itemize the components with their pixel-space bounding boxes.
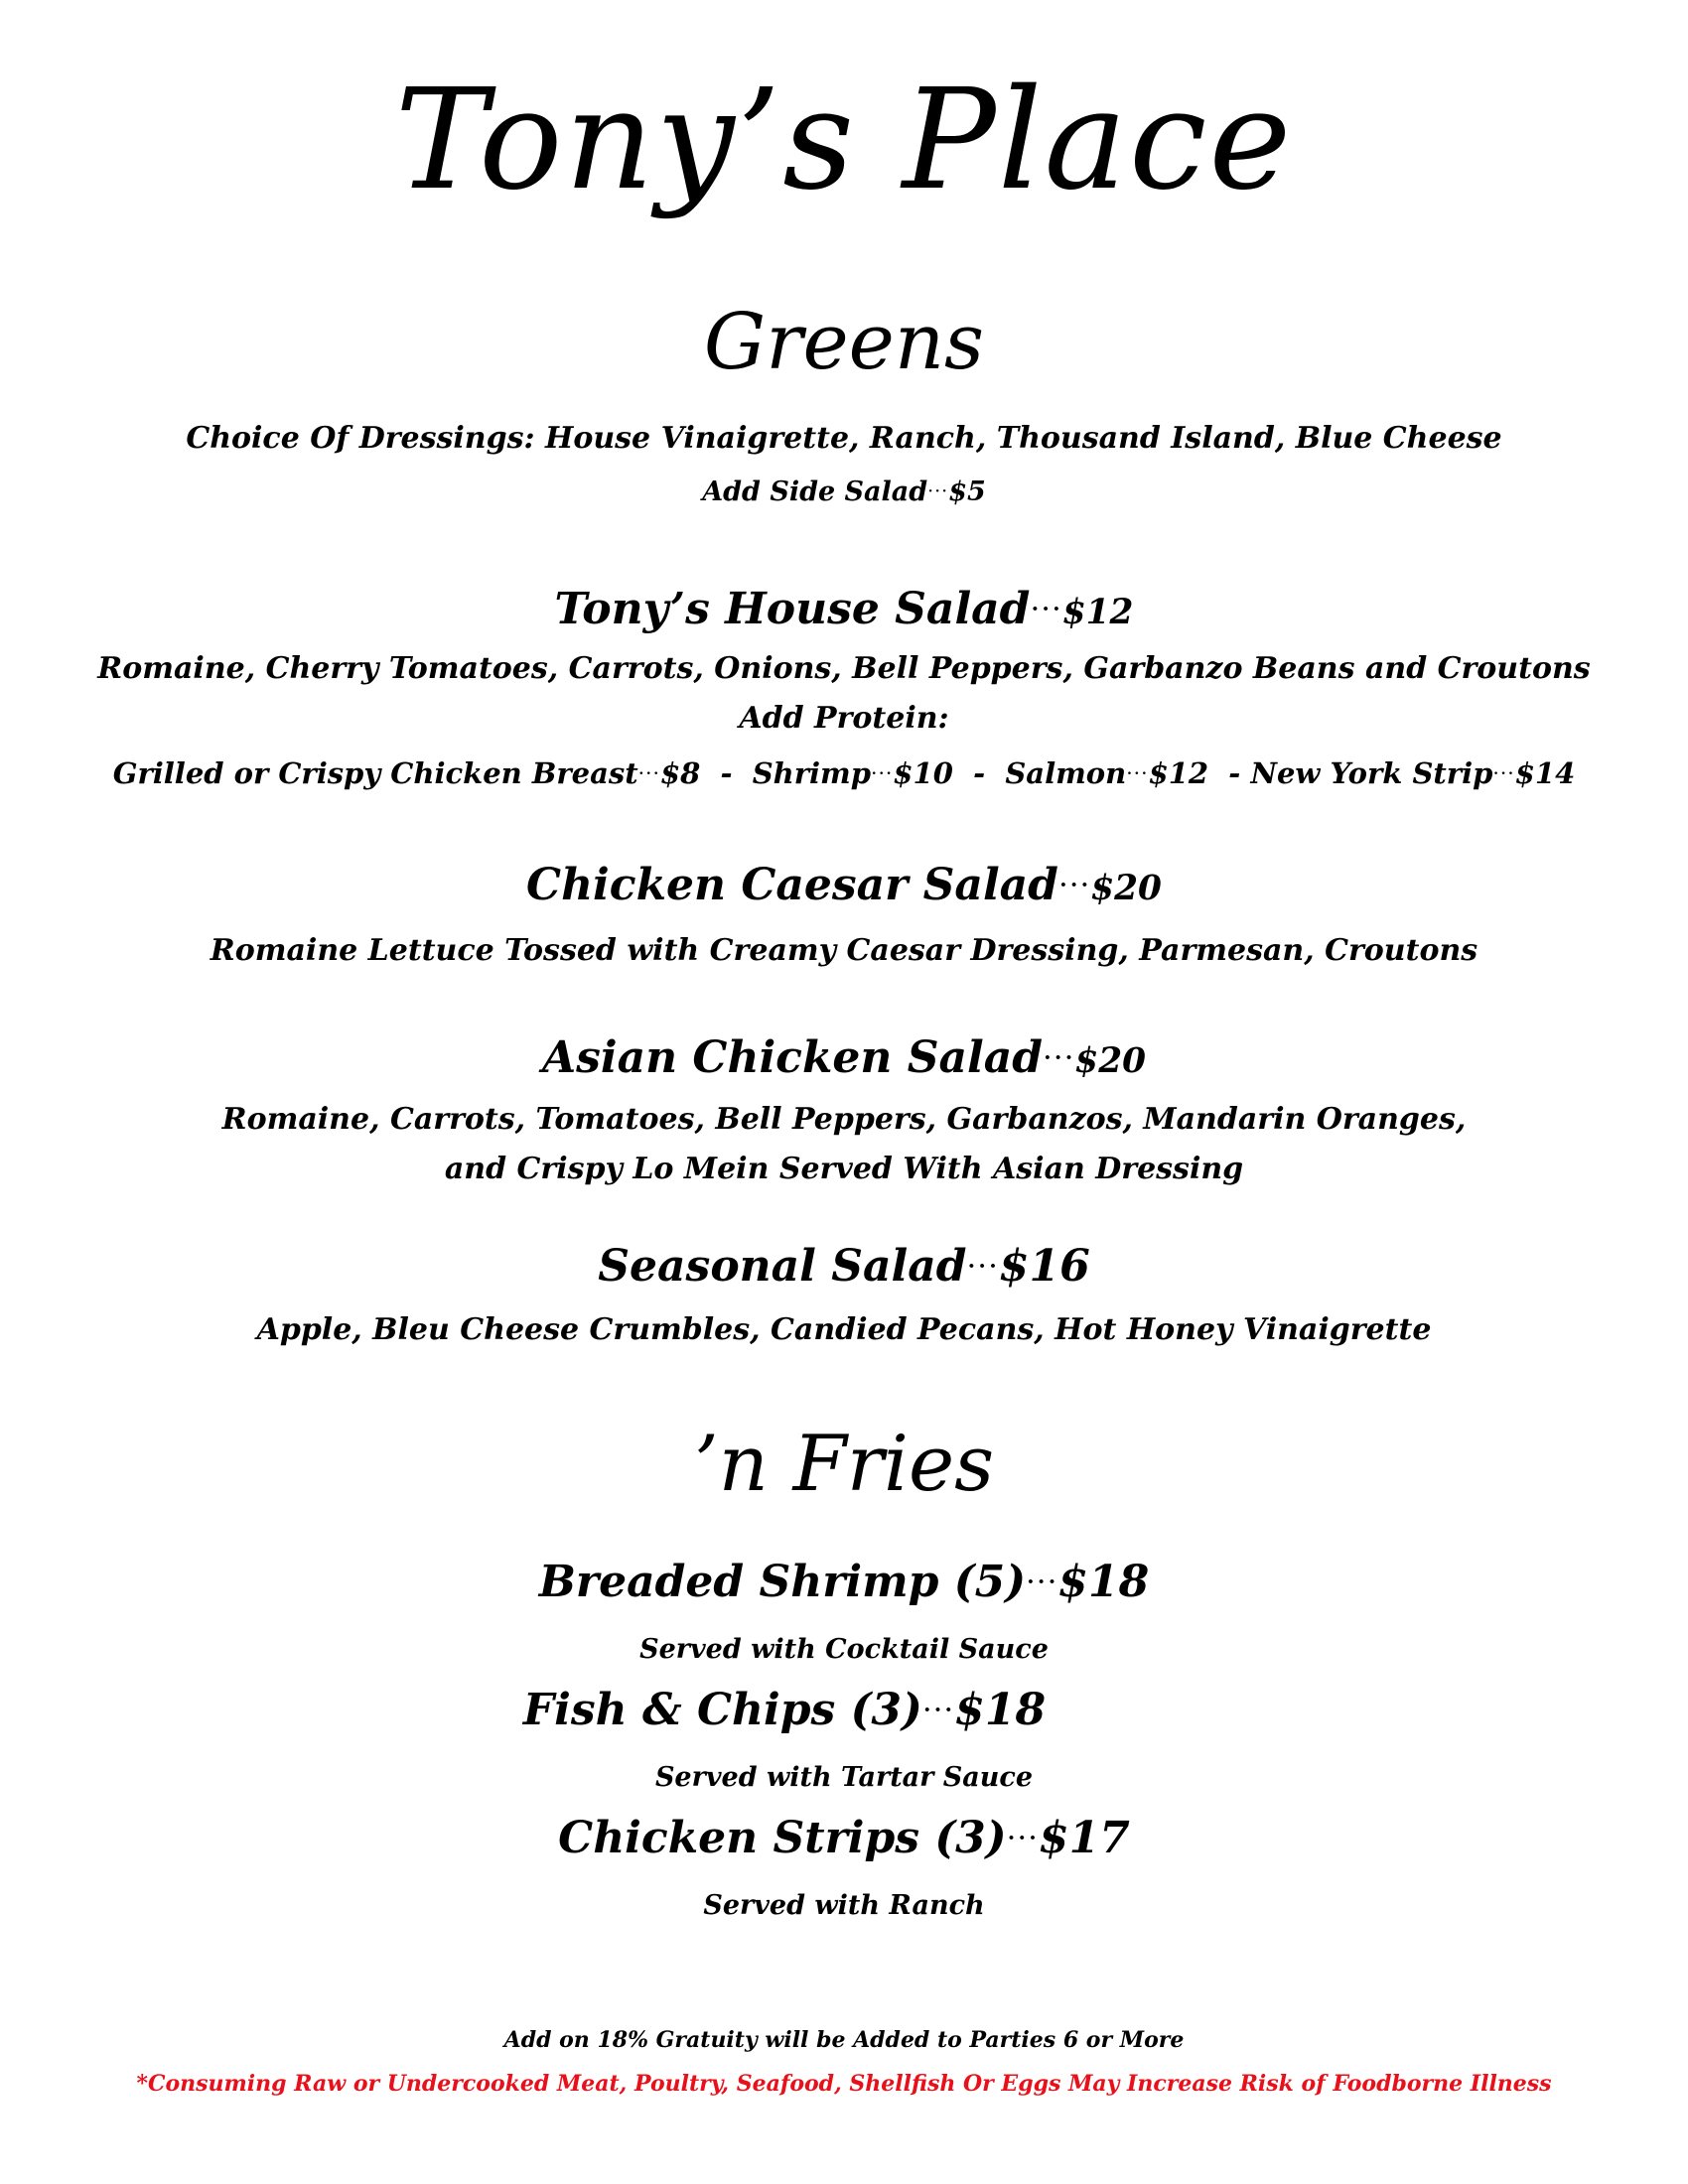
item-name: Breaded Shrimp (5) (538, 1557, 1027, 1607)
gratuity-note: Add on 18% Gratuity will be Added to Parties 6 or More (503, 2027, 1185, 2053)
side-salad-name: Add Side Salad (702, 477, 928, 507)
menu-item-breaded-shrimp (0, 1557, 1688, 1607)
menu-item-caesar-salad (0, 860, 1688, 910)
price-separator: ··· (921, 1692, 955, 1728)
item-name: Asian Chicken Salad (541, 1032, 1044, 1083)
item-price: $20 (1090, 869, 1162, 908)
item-name: Fish & Chips (3) (522, 1685, 922, 1735)
item-description: Romaine Lettuce Tossed with Creamy Caesar Dressing, Parmesan, Croutons (210, 933, 1478, 968)
menu-item-fish-chips (0, 1685, 1628, 1735)
price-separator: ··· (1057, 867, 1091, 903)
price-separator: ··· (1030, 591, 1062, 627)
price-separator: ··· (966, 1248, 999, 1285)
protein-options: Grilled or Crispy Chicken Breast···$8 - Shrimp···$10 - Salmon···$12 - New York Strip···$14 (112, 756, 1576, 790)
section-heading-fries: ’n Fries (693, 1420, 995, 1509)
dressings-note: Choice Of Dressings: House Vinaigrette, Ranch, Thousand Island, Blue Cheese (186, 421, 1502, 456)
item-price: $18 (1057, 1557, 1150, 1607)
side-salad-line (0, 477, 1688, 507)
protein-price: $8 (659, 756, 701, 790)
price-separator: ··· (1006, 1820, 1039, 1856)
menu-item-seasonal-salad (0, 1241, 1688, 1292)
price-separator: ··· (1492, 760, 1515, 785)
item-price: $20 (1074, 1041, 1147, 1081)
item-name: Seasonal Salad (598, 1241, 967, 1292)
item-description: and Crispy Lo Mein Served With Asian Dressing (444, 1152, 1244, 1186)
price-separator: ··· (871, 760, 894, 785)
protein-name: Grilled or Crispy Chicken Breast (112, 756, 638, 790)
protein-price: $14 (1514, 756, 1576, 790)
item-description: Apple, Bleu Cheese Crumbles, Candied Pecans, Hot Honey Vinaigrette (256, 1312, 1432, 1347)
protein-name: Salmon (1005, 756, 1127, 790)
item-description: Romaine, Cherry Tomatoes, Carrots, Onions, Bell Peppers, Garbanzo Beans and Croutons (97, 651, 1591, 686)
protein-name: New York Strip (1250, 756, 1493, 790)
price-separator: ··· (637, 760, 660, 785)
section-heading-greens: Greens (703, 298, 985, 387)
menu-item-house-salad (0, 584, 1688, 634)
price-separator: ··· (1126, 760, 1149, 785)
item-name: Tony’s House Salad (554, 584, 1031, 634)
price-separator: ··· (1026, 1564, 1058, 1600)
item-description: Served with Ranch (703, 1890, 985, 1921)
protein-price: $12 (1148, 756, 1209, 790)
item-name: Chicken Strips (3) (558, 1813, 1007, 1863)
restaurant-title: Tony’s Place (394, 60, 1294, 221)
menu-item-chicken-strips (0, 1813, 1688, 1863)
item-description: Served with Cocktail Sauce (639, 1634, 1049, 1665)
price-separator: ··· (927, 480, 949, 503)
item-description: Romaine, Carrots, Tomatoes, Bell Peppers, Garbanzos, Mandarin Oranges, (221, 1102, 1467, 1137)
item-price: $17 (1038, 1813, 1130, 1863)
side-salad-price: $5 (948, 477, 986, 507)
item-description: Served with Tartar Sauce (654, 1762, 1034, 1793)
add-protein-label: Add Protein: (739, 701, 949, 736)
food-safety-warning: *Consuming Raw or Undercooked Meat, Poultry, Seafood, Shellfish Or Eggs May Increase Risk of Foodborne Illness (136, 2071, 1552, 2097)
item-price: $16 (998, 1241, 1090, 1292)
item-price: $12 (1061, 593, 1134, 632)
protein-price: $10 (893, 756, 953, 790)
item-name: Chicken Caesar Salad (526, 860, 1058, 910)
protein-name: Shrimp (752, 756, 872, 790)
menu-item-asian-salad (0, 1032, 1688, 1083)
price-separator: ··· (1043, 1039, 1075, 1076)
item-price: $18 (954, 1685, 1047, 1735)
